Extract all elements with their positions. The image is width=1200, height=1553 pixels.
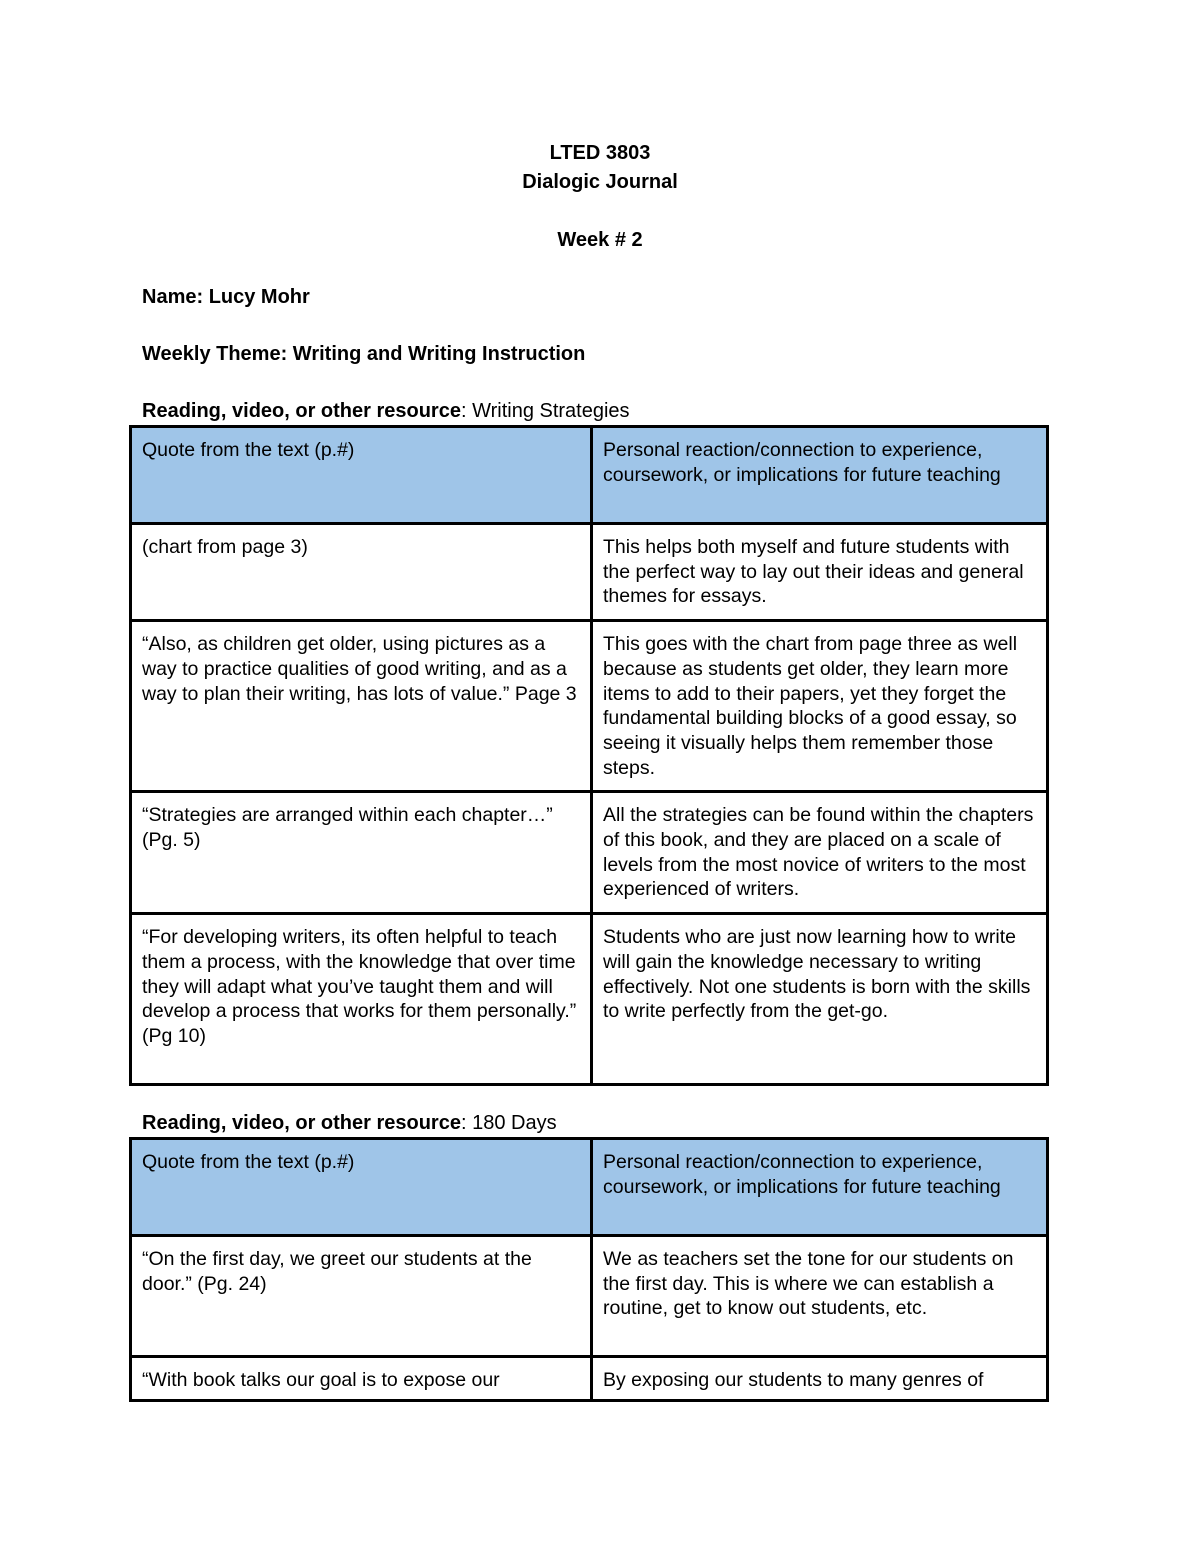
table-row [131, 792, 1048, 914]
quote-cell: “Strategies are arranged within each chapter…” (Pg. 5) [131, 792, 592, 914]
quote-column-header: Quote from the text (p.#) [131, 1139, 592, 1236]
quote-cell: “Also, as children get older, using pictures as a way to practice qualities of good writing, and as a way to plan their writing, has lots of value.” Page 3 [131, 621, 592, 792]
reaction-cell: This goes with the chart from page three as well because as students get older, they learn more items to add to their papers, yet they forget the fundamental building blocks of a good essay, so seeing it visually helps them remember those steps. [592, 621, 1048, 792]
reaction-cell: This helps both myself and future students with the perfect way to lay out their ideas and general themes for essays. [592, 524, 1048, 621]
reaction-column-header: Personal reaction/connection to experience, coursework, or implications for future teaching [592, 427, 1048, 524]
course-title: LTED 3803 [549, 142, 651, 164]
student-name: Name: Lucy Mohr [142, 286, 310, 308]
journal-table-2 [129, 1137, 1049, 1402]
resource-value: : Writing Strategies [460, 400, 630, 422]
journal-table-1 [129, 425, 1049, 1086]
reaction-cell: All the strategies can be found within the chapters of this book, and they are placed on a scale of levels from the most novice of writers to the most experienced of writers. [592, 792, 1048, 914]
reaction-column-header: Personal reaction/connection to experience, coursework, or implications for future teaching [592, 1139, 1048, 1236]
quote-cell: “On the first day, we greet our students at the door.” (Pg. 24) [131, 1236, 592, 1357]
weekly-theme: Weekly Theme: Writing and Writing Instruction [142, 343, 586, 365]
table-row [131, 914, 1048, 1085]
journal-subtitle: Dialogic Journal [522, 171, 678, 193]
resource-label: Reading, video, or other resource [142, 1112, 461, 1134]
resource-line-2 [142, 1112, 557, 1135]
table-row [131, 621, 1048, 792]
table-header-row [131, 1139, 1048, 1236]
quote-column-header: Quote from the text (p.#) [131, 427, 592, 524]
reaction-cell: Students who are just now learning how to write will gain the knowledge necessary to writing effectively. Not one students is born with the skills to write perfectly from the get-go. [592, 914, 1048, 1085]
quote-cell: (chart from page 3) [131, 524, 592, 621]
week-label: Week # 2 [557, 229, 643, 251]
quote-cell: “With book talks our goal is to expose our [131, 1357, 592, 1401]
reaction-cell: We as teachers set the tone for our students on the first day. This is where we can establish a routine, get to know out students, etc. [592, 1236, 1048, 1357]
resource-label: Reading, video, or other resource [142, 400, 461, 422]
table-header-row [131, 427, 1048, 524]
table-row [131, 1357, 1048, 1401]
reaction-cell: By exposing our students to many genres of [592, 1357, 1048, 1401]
resource-line-1 [142, 400, 630, 423]
table-row [131, 524, 1048, 621]
resource-value: : 180 Days [460, 1112, 557, 1134]
quote-cell: “For developing writers, its often helpful to teach them a process, with the knowledge that over time they will adapt what you’ve taught them and will develop a process that works for them personally.” (Pg 10) [131, 914, 592, 1085]
table-row [131, 1236, 1048, 1357]
